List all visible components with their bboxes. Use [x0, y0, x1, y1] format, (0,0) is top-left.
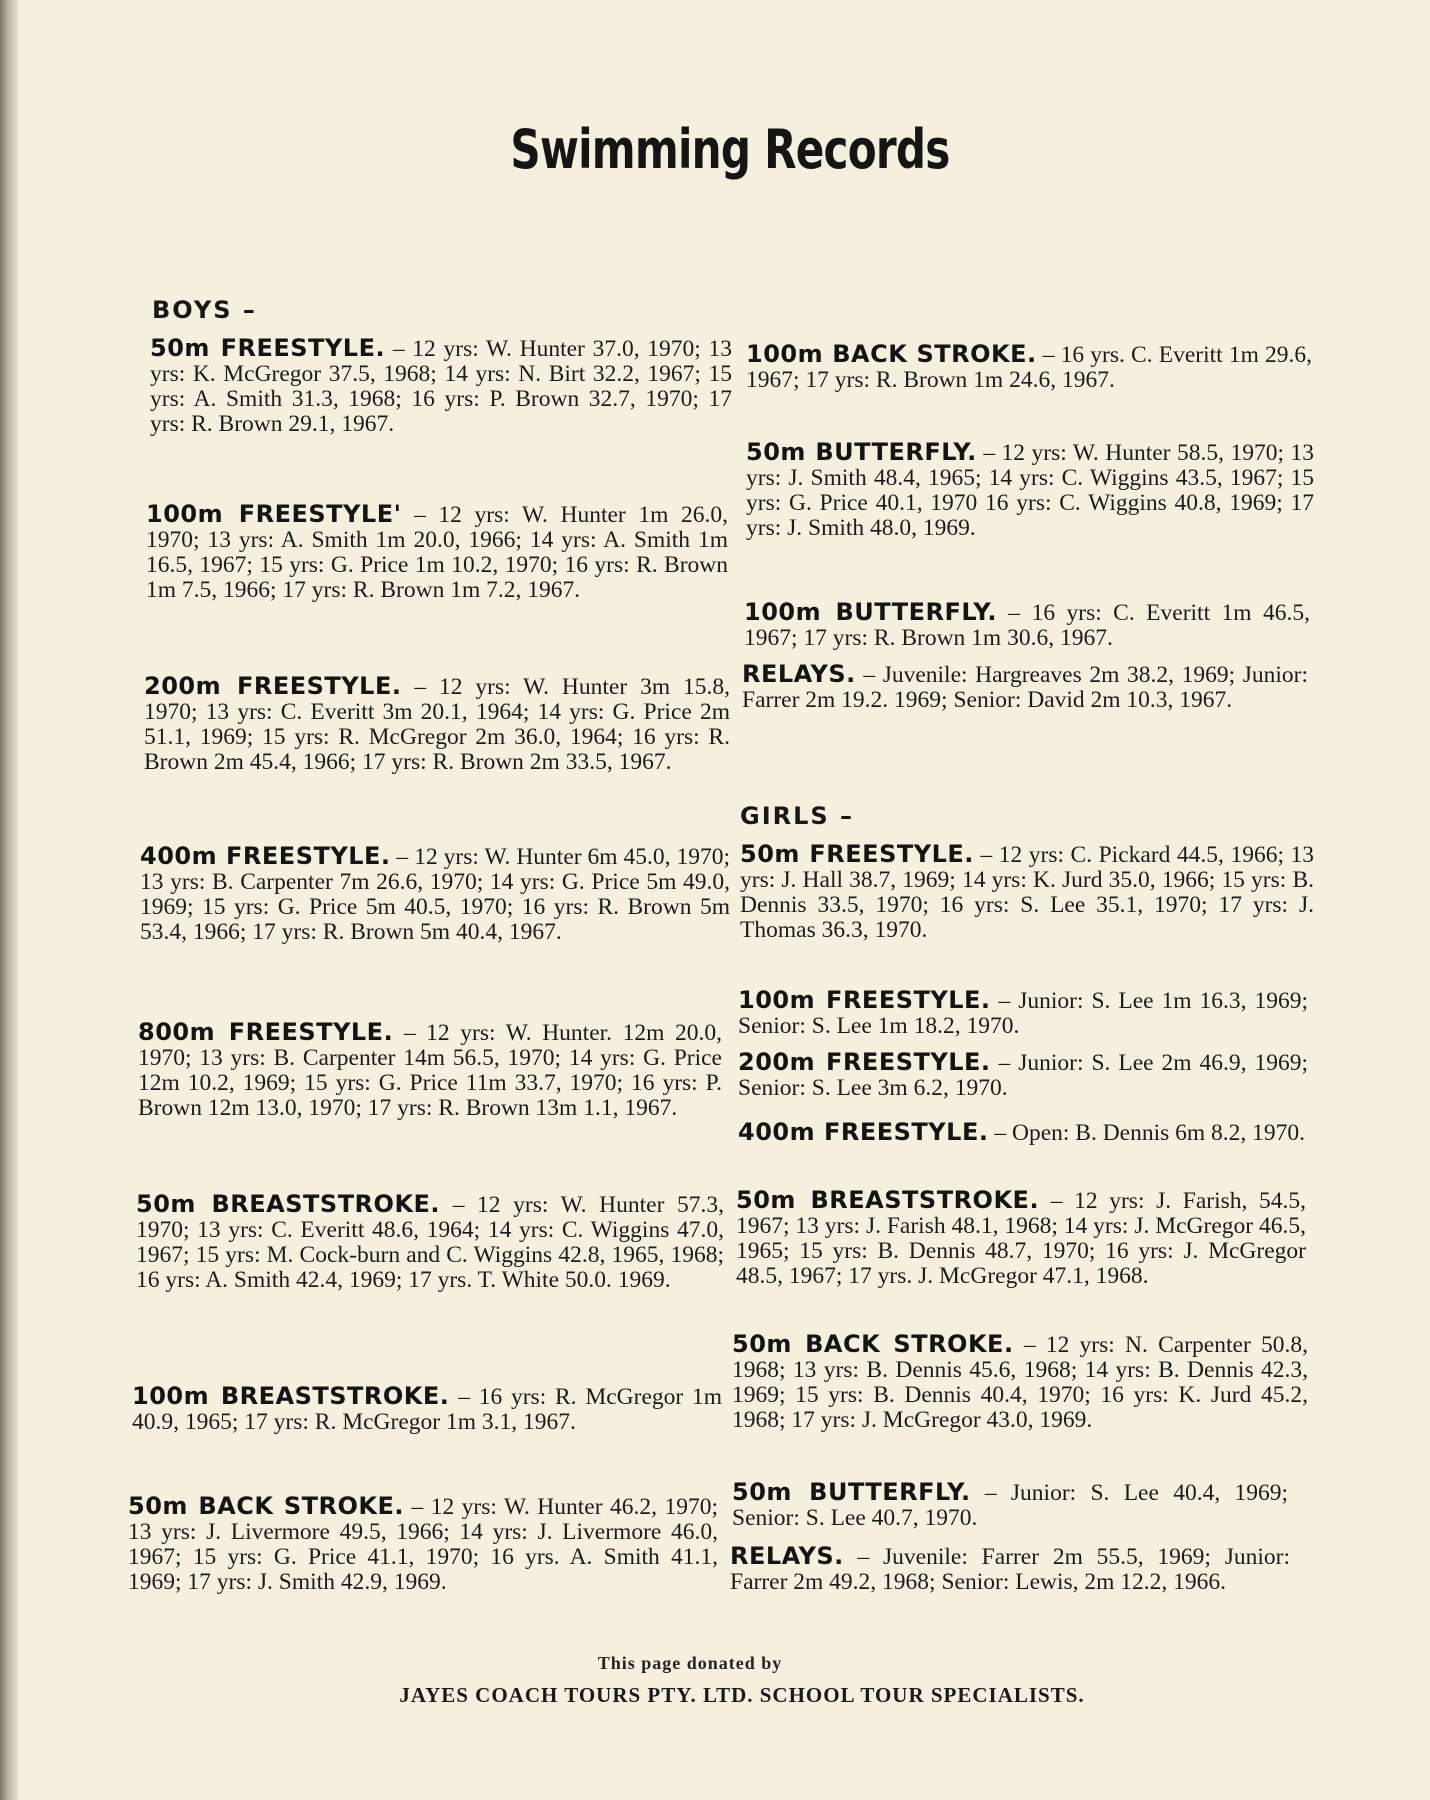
event-name: 200m FREESTYLE. [738, 1048, 991, 1076]
record-text: – Junior: S. Lee 2m 46.9, 1969; Senior: S. Lee 3m 6.2, 1970. [738, 1050, 1309, 1101]
record-text: – 12 yrs: W. Hunter 57.3, 1970; 13 yrs: C. Everitt 48.6, 1964; 14 yrs: C. Wiggins 47.0, 1967; 15 yrs: M. Cock-burn and C. Wiggins 42.8, 1965, 1968; 16 yrs: A. Smith 42.4, 1969; 17 yrs. T. White 50.0. 1969. [136, 1192, 725, 1293]
event-name: 400m FREESTYLE. [140, 842, 391, 870]
record-entry [740, 842, 1314, 943]
record-entry [738, 1120, 1306, 1146]
record-text: – 12 yrs: W. Hunter 6m 45.0, 1970; 13 yrs: B. Carpenter 7m 26.6, 1970; 14 yrs: G. Price 5m 49.0, 1969; 15 yrs: G. Price 5m 40.5, 1970; 16 yrs: R. Brown 5m 53.4, 1966; 17 yrs: R. Brown 5m 40.4, 1967. [140, 844, 730, 945]
record-entry [744, 600, 1310, 651]
record-entry [144, 674, 730, 775]
record-text: – 12 yrs: C. Pickard 44.5, 1966; 13 yrs: J. Hall 38.7, 1969; 14 yrs: K. Jurd 35.0, 1966; 15 yrs: B. Dennis 33.5, 1970; 16 yrs: S. Lee 35.1, 1970; 17 yrs: J. Thomas 36.3, 1970. [740, 842, 1314, 943]
record-text: – 16 yrs. C. Everitt 1m 29.6, 1967; 17 yrs: R. Brown 1m 24.6, 1967. [746, 342, 1313, 393]
event-name: 50m BREASTSTROKE. [136, 1190, 441, 1218]
event-name: 50m BACK STROKE. [732, 1330, 1014, 1358]
girls-section-label: GIRLS – [740, 802, 855, 830]
record-entry [732, 1332, 1308, 1433]
event-name: 200m FREESTYLE. [144, 672, 402, 700]
event-name: 50m FREESTYLE. [150, 334, 386, 362]
page-title: Swimming Records [510, 118, 950, 181]
event-name: 100m FREESTYLE' [146, 500, 402, 528]
record-entry [146, 502, 728, 603]
event-name: 100m BACK STROKE. [746, 340, 1037, 368]
record-text: – 16 yrs: C. Everitt 1m 46.5, 1967; 17 yrs: R. Brown 1m 30.6, 1967. [744, 600, 1311, 651]
record-text: – 12 yrs: J. Farish, 54.5, 1967; 13 yrs: J. Farish 48.1, 1968; 14 yrs: J. McGregor 46.5, 1965; 15 yrs: B. Dennis 48.7, 1970; 16 yrs: J. McGregor 48.5, 1967; 17 yrs. J. McGregor 47.1, 1968. [736, 1188, 1307, 1289]
record-text: – Open: B. Dennis 6m 8.2, 1970. [994, 1120, 1306, 1146]
record-entry [732, 1480, 1288, 1531]
event-name: 50m BREASTSTROKE. [736, 1186, 1040, 1214]
boys-section-label: BOYS – [152, 296, 257, 324]
event-name: RELAYS. [742, 660, 856, 688]
donor-intro: This page donated by [597, 1653, 783, 1673]
record-entry [738, 988, 1308, 1039]
record-entry [140, 844, 730, 945]
event-name: RELAYS. [730, 1542, 844, 1570]
page-binding-edge [0, 0, 18, 1800]
record-entry [138, 1020, 722, 1121]
record-entry [150, 336, 732, 437]
record-text: – Juvenile: Farrer 2m 55.5, 1969; Junior: Farrer 2m 49.2, 1968; Senior: Lewis, 2m 12.2, 1966. [730, 1544, 1291, 1595]
event-name: 100m BREASTSTROKE. [132, 1382, 450, 1410]
record-entry [738, 1050, 1308, 1101]
record-entry [742, 662, 1308, 713]
event-name: 50m BUTTERFLY. [746, 438, 977, 466]
record-entry [746, 342, 1312, 393]
record-text: – Junior: S. Lee 1m 16.3, 1969; Senior: S. Lee 1m 18.2, 1970. [738, 988, 1309, 1039]
record-text: – 16 yrs: R. McGregor 1m 40.9, 1965; 17 yrs: R. McGregor 1m 3.1, 1967. [132, 1384, 722, 1435]
record-entry [730, 1544, 1290, 1595]
record-text: – 12 yrs: W. Hunter 1m 26.0, 1970; 13 yrs: A. Smith 1m 20.0, 1966; 14 yrs: A. Smith 1m 16.5, 1967; 15 yrs: G. Price 1m 10.2, 1970; 16 yrs: R. Brown 1m 7.5, 1966; 17 yrs: R. Brown 1m 7.2, 1967. [146, 502, 729, 603]
donor-name: JAYES COACH TOURS PTY. LTD. SCHOOL TOUR SPECIALISTS. [399, 1683, 1085, 1707]
record-text: – 12 yrs: N. Carpenter 50.8, 1968; 13 yrs: B. Dennis 45.6, 1968; 14 yrs: B. Dennis 42.3, 1969; 15 yrs: B. Dennis 40.4, 1970; 16 yrs: K. Jurd 45.2, 1968; 17 yrs: J. McGregor 43.0, 1969. [732, 1332, 1309, 1433]
record-entry [736, 1188, 1306, 1289]
event-name: 50m BACK STROKE. [128, 1492, 405, 1520]
record-text: – 12 yrs: W. Hunter. 12m 20.0, 1970; 13 yrs: B. Carpenter 14m 56.5, 1970; 14 yrs: G. Price 12m 10.2, 1969; 15 yrs: G. Price 11m 33.7, 1970; 16 yrs: P. Brown 12m 13.0, 1970; 17 yrs: R. Brown 13m 1.1, 1967. [138, 1020, 723, 1121]
event-name: 100m FREESTYLE. [738, 986, 991, 1014]
record-text: – 12 yrs: W. Hunter 58.5, 1970; 13 yrs: J. Smith 48.4, 1965; 14 yrs: C. Wiggins 43.5, 1967; 15 yrs: G. Price 40.1, 1970 16 yrs: C. Wiggins 40.8, 1969; 17 yrs: J. Smith 48.0, 1969. [746, 440, 1315, 541]
event-name: 50m FREESTYLE. [740, 840, 974, 868]
record-entry [136, 1192, 724, 1293]
event-name: 50m BUTTERFLY. [732, 1478, 971, 1506]
event-name: 800m FREESTYLE. [138, 1018, 394, 1046]
record-text: – 12 yrs: W. Hunter 46.2, 1970; 13 yrs: J. Livermore 49.5, 1966; 14 yrs: J. Livermore 46.0, 1967; 15 yrs: G. Price 41.1, 1970; 16 yrs. A. Smith 41.1, 1969; 17 yrs: J. Smith 42.9, 1969. [128, 1494, 719, 1595]
record-text: – 12 yrs: W. Hunter 3m 15.8, 1970; 13 yrs: C. Everitt 3m 20.1, 1964; 14 yrs: G. Price 2m 51.1, 1969; 15 yrs: R. McGregor 2m 36.0, 1964; 16 yrs: R. Brown 2m 45.4, 1966; 17 yrs: R. Brown 2m 33.5, 1967. [144, 674, 731, 775]
record-text: – 12 yrs: W. Hunter 37.0, 1970; 13 yrs: K. McGregor 37.5, 1968; 14 yrs: N. Birt 32.2, 1967; 15 yrs: A. Smith 31.3, 1968; 16 yrs: P. Brown 32.7, 1970; 17 yrs: R. Brown 29.1, 1967. [150, 336, 733, 437]
record-entry [128, 1494, 718, 1595]
record-entry [132, 1384, 722, 1435]
event-name: 400m FREESTYLE. [738, 1118, 989, 1146]
record-text: – Juvenile: Hargreaves 2m 38.2, 1969; Junior: Farrer 2m 19.2. 1969; Senior: David 2m 10.3, 1967. [742, 662, 1308, 713]
event-name: 100m BUTTERFLY. [744, 598, 997, 626]
record-entry [746, 440, 1314, 541]
record-text: – Junior: S. Lee 40.4, 1969; Senior: S. Lee 40.7, 1970. [732, 1480, 1288, 1531]
